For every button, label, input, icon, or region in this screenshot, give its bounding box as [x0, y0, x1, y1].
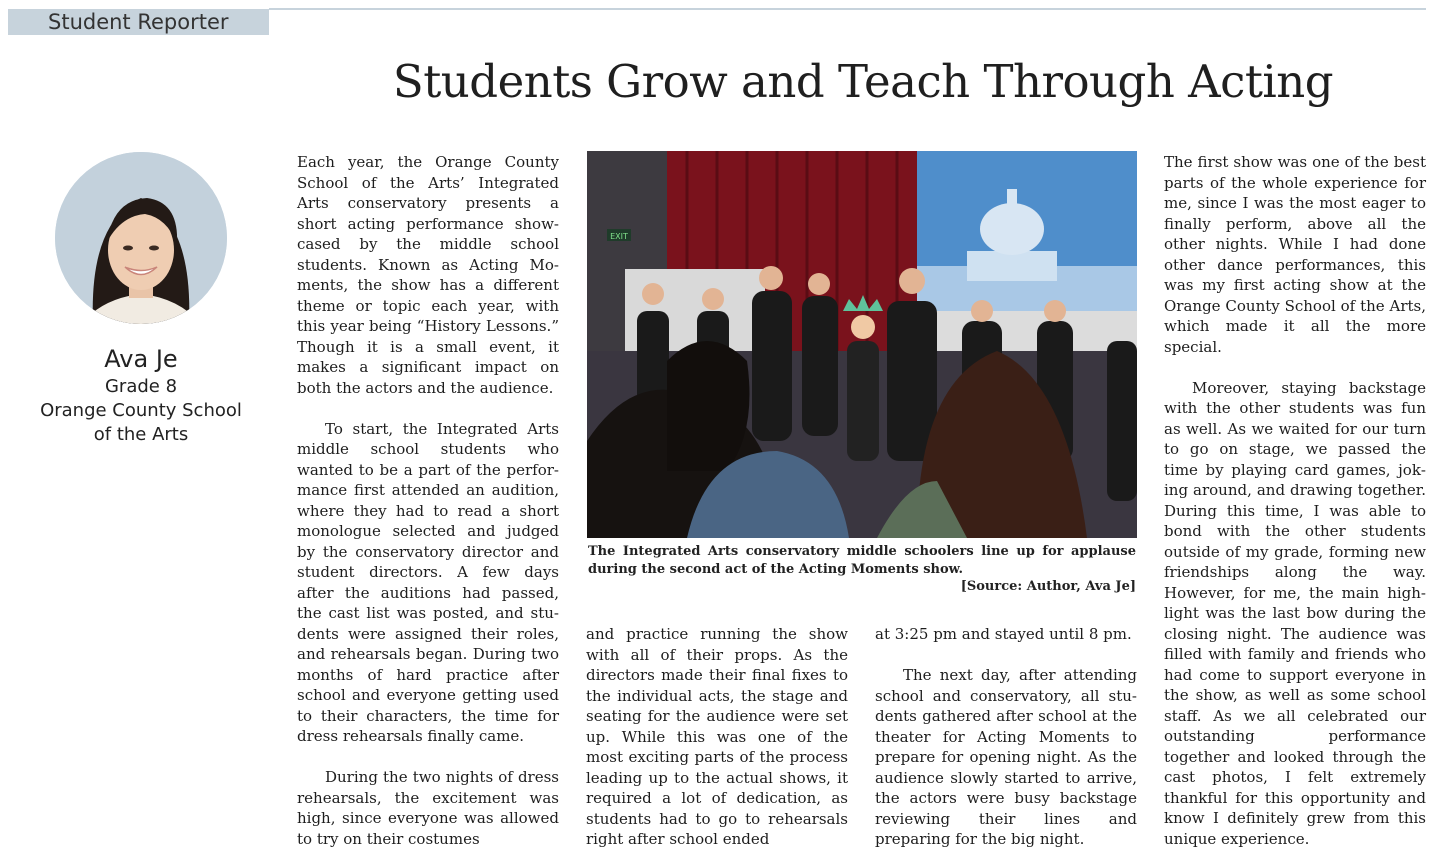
- author-info: [10, 343, 272, 447]
- author-grade: Grade 8: [104, 376, 178, 397]
- author-name: Ava Je: [104, 345, 178, 373]
- article-column-1: [297, 152, 559, 849]
- col2-paragraph-1: and practice running the show with all of their props. As the directors made their final fixes to the individual acts, the stage and seating for the audience were set up. While this was one of the most exciting parts of the process leading up to the actual shows, it required a lot of dedication, as students had to go to rehearsals right after school ended: [586, 625, 848, 848]
- article-column-4: [1164, 152, 1426, 849]
- headline: Students Grow and Teach Through Acting: [392, 55, 1334, 108]
- caption-source: [Source: Author, Ava Je]: [960, 579, 1136, 594]
- article-column-2: [586, 624, 848, 850]
- photo-caption: [588, 543, 1136, 596]
- author-school-line1: Orange County School: [40, 400, 242, 421]
- article-column-3: [875, 624, 1137, 850]
- col1-paragraph-1: Each year, the Orange County School of the Arts’ Integrated Arts conservatory presents a short acting performance showcased by the middle school students. Known as Acting Moments, the show has a different theme or topic each year, with this year being “History Lessons.” Though it is a small event, it makes a significant impact on both the actors and the audience.: [297, 153, 559, 397]
- col3-paragraph-1: at 3:25 pm and stayed until 8 pm.: [875, 625, 1132, 643]
- exit-sign-text: EXIT: [610, 232, 628, 241]
- caption-text: The Integrated Arts conservatory middle schoolers line up for applause during the second act of the Acting Moments show.: [588, 544, 1136, 577]
- col1-paragraph-2: To start, the Integrated Arts middle school students who wanted to be a part of the performance first attended an audition, where they had to read a short monologue selected and judged by the conservatory director and student directors. A few days after the auditions had passed, the cast list was posted, and students were assigned their roles, and rehearsals began. During two months of hard practice after school and everyone getting used to their characters, the time for dress rehearsals finally came.: [297, 419, 559, 745]
- section-tag: [8, 9, 269, 35]
- author-portrait: [55, 152, 227, 324]
- author-school-line2: of the Arts: [93, 424, 189, 445]
- article-photo: [587, 151, 1137, 538]
- col3-paragraph-2: The next day, after attending school and conservatory, all students gathered after school at the theater for Acting Moments to prepare for opening night. As the audience slowly started to arrive, the actors were busy backstage reviewing their lines and preparing for the big night.: [875, 666, 1137, 848]
- col4-paragraph-2: Moreover, staying backstage with the other students was fun as well. As we waited for our turn to go on stage, we passed the time by playing card games, joking around, and drawing together. During this time, I was able to bond with the other students outside of my grade, forming new friendships along the way. However, for me, the main highlight was the last bow during the closing night. The audience was filled with family and friends who had come to support everyone in the show, as well as some school staff. As we all celebrated our outstanding performance together and looked through the cast photos, I felt extremely thankful for this opportunity and know I definitely grew from this unique experience.: [1164, 378, 1426, 848]
- col1-paragraph-3: During the two nights of dress rehearsals, the excitement was high, since everyone was allowed to try on their costumes: [297, 768, 559, 848]
- col4-paragraph-1: The first show was one of the best parts of the whole experience for me, since I was the most eager to finally perform, above all the other nights. While I had done other dance performances, this was my first acting show at the Orange County School of the Arts, which made it all the more special.: [1164, 153, 1426, 356]
- top-rule: [269, 8, 1426, 10]
- section-tag-label: Student Reporter: [48, 10, 229, 34]
